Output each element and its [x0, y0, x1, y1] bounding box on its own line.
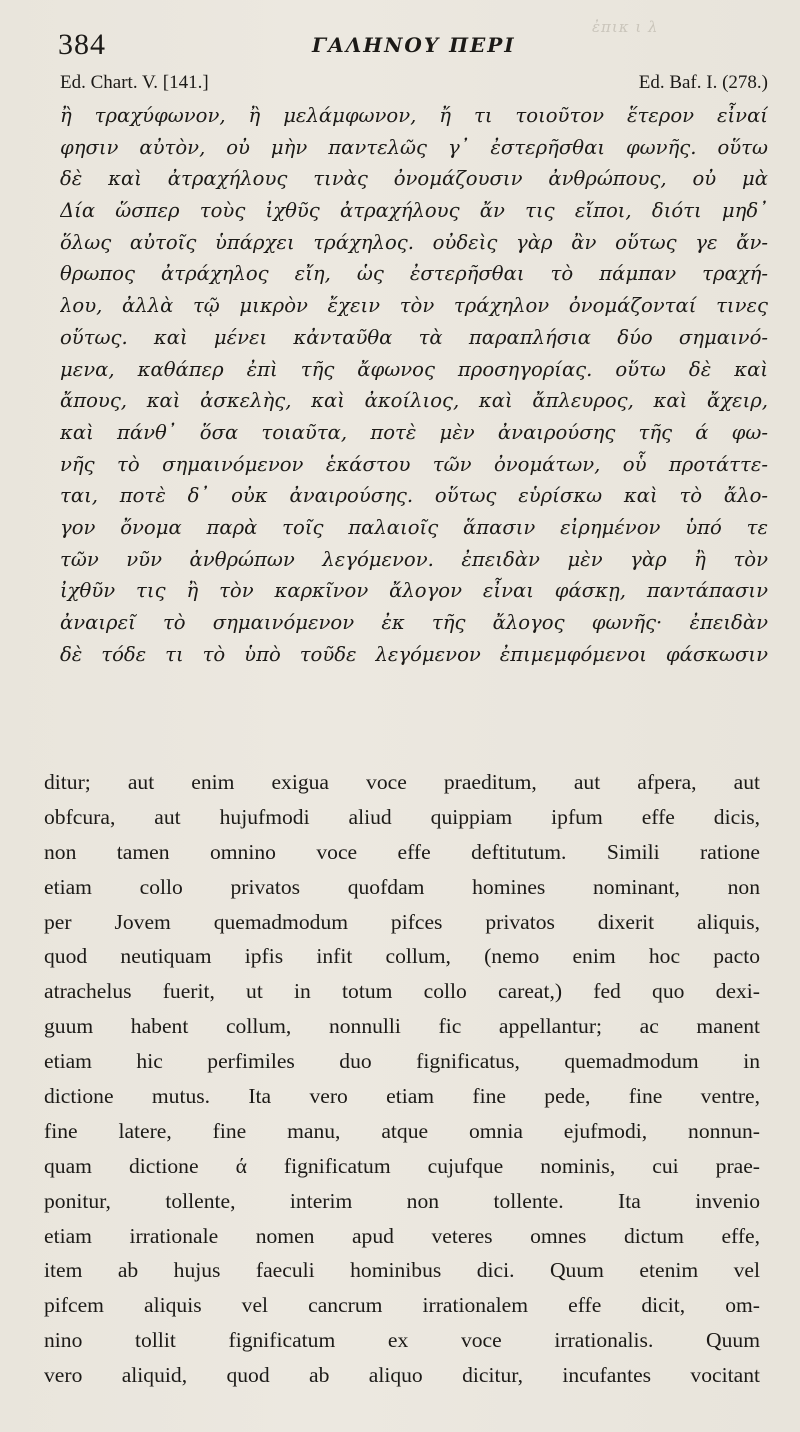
latin-line: etiam hic perfimiles duo fignificatus, quemadmodum in	[44, 1049, 760, 1074]
latin-line: dictione mutus. Ita vero etiam fine pede, fine ventre,	[44, 1084, 760, 1109]
latin-line: pifcem aliquis vel cancrum irrationalem effe dicit, om-	[44, 1293, 760, 1318]
greek-line: νῆς τὸ σημαινόμενον ἑκάστου τῶν ὀνομάτων, οὗ προτάττε-	[60, 452, 768, 476]
latin-line: vero aliquid, quod ab aliquo dicitur, incufantes vocitant	[44, 1363, 760, 1388]
greek-line: τῶν νῦν ἀνθρώπων λεγόμενον. ἐπειδὰν μὲν γὰρ ἢ τὸν	[60, 547, 768, 571]
edition-ref-chartier: Ed. Chart. V. [141.]	[60, 72, 209, 93]
greek-line: ται, ποτὲ δ᾽ οὐκ ἀναιρούσης. οὕτως εὑρίσκω καὶ τὸ ἄλο-	[60, 484, 768, 508]
greek-text-block	[60, 100, 768, 670]
latin-line: guum habent collum, nonnulli fic appellantur; ac manent	[44, 1014, 760, 1039]
greek-line: οὕτως. καὶ μένει κἀνταῦθα τὰ παραπλήσια δύο σημαινό-	[60, 325, 768, 349]
latin-line: obfcura, aut hujufmodi aliud quippiam ipfum effe dicis,	[44, 804, 760, 829]
latin-line: item ab hujus faeculi hominibus dici. Quum etenim vel	[44, 1258, 760, 1283]
greek-line: ἀναιρεῖ τὸ σημαινόμενον ἐκ τῆς ἄλογος φωνῆς· ἐπειδὰν	[60, 611, 768, 634]
greek-line: λου, ἀλλὰ τῷ μικρὸν ἔχειν τὸν τράχηλον ὀνομάζονταί τινες	[60, 294, 768, 318]
greek-line: ὅλως αὐτοῖς ὑπάρχει τράχηλος. οὐδεὶς γὰρ ἂν οὕτως γε ἄν-	[60, 230, 768, 254]
bleed-through-text: ἐπικ ι λ	[592, 18, 659, 36]
greek-line: δὲ καὶ ἀτραχήλους τινὰς ὀνομάζουσιν ἀνθρώπους, οὐ μὰ	[60, 167, 768, 191]
latin-line: fine latere, fine manu, atque omnia ejufmodi, nonnun-	[44, 1118, 760, 1143]
page-header	[58, 28, 768, 62]
latin-line: etiam irrationale nomen apud veteres omnes dictum effe,	[44, 1223, 760, 1248]
greek-line: ἄπους, καὶ ἀσκελὴς, καὶ ἀκοίλιος, καὶ ἄπλευρος, καὶ ἄχειρ,	[60, 389, 768, 413]
latin-line: ponitur, tollente, interim non tollente. Ita invenio	[44, 1188, 760, 1213]
edition-ref-basel: Ed. Baf. I. (278.)	[638, 72, 768, 93]
latin-line: nino tollit fignificatum ex voce irrationalis. Quum	[44, 1328, 760, 1353]
greek-line: δὲ τόδε τι τὸ ὑπὸ τοῦδε λεγόμενον ἐπιμεμφόμενοι φάσκωσιν	[60, 642, 768, 666]
latin-line: atrachelus fuerit, ut in totum collo careat,) fed quo dexi-	[44, 979, 760, 1004]
latin-line: ditur; aut enim exigua voce praeditum, aut afpera, aut	[44, 770, 760, 794]
latin-line: non tamen omnino voce effe deftitutum. Simili ratione	[44, 839, 760, 864]
latin-line: per Jovem quemadmodum pifces privatos dixerit aliquis,	[44, 909, 760, 934]
latin-line: quam dictione ά fignificatum cujufque nominis, cui prae-	[44, 1153, 760, 1178]
greek-line: γον ὄνομα παρὰ τοῖς παλαιοῖς ἅπασιν εἰρημένον ὑπό τε	[60, 515, 768, 539]
latin-line: quod neutiquam ipfis infit collum, (nemo enim hoc pacto	[44, 944, 760, 969]
greek-line: Δία ὥσπερ τοὺς ἰχθῦς ἀτραχήλους ἄν τις εἴποι, διότι μηδ᾽	[60, 199, 768, 223]
greek-line: μενα, καθάπερ ἐπὶ τῆς ἄφωνος προσηγορίας. οὕτω δὲ καὶ	[60, 357, 768, 381]
running-title: ΓΑΛΗΝΟΥ ΠΕΡΙ	[312, 33, 516, 57]
latin-text-block	[44, 765, 760, 1393]
greek-line: ἰχθῦν τις ἢ τὸν καρκῖνον ἄλογον εἶναι φάσκῃ, παντάπασιν	[60, 579, 768, 603]
edition-references	[60, 72, 768, 98]
greek-line: θρωπος ἀτράχηλος εἴη, ὡς ἐστερῆσθαι τὸ πάμπαν τραχή-	[60, 262, 768, 286]
greek-line: φησιν αὐτὸν, οὐ μὴν παντελῶς γ᾽ ἐστερῆσθαι φωνῆς. οὕτω	[60, 135, 768, 159]
greek-line: ἢ τραχύφωνον, ἢ μελάμφωνον, ἤ τι τοιοῦτον ἕτερον εἶναί	[60, 104, 768, 127]
page-number: 384	[58, 28, 106, 61]
latin-line: etiam collo privatos quofdam homines nominant, non	[44, 874, 760, 899]
greek-line: καὶ πάνθ᾽ ὅσα τοιαῦτα, ποτὲ μὲν ἀναιρούσης τῆς ά φω-	[60, 420, 768, 444]
